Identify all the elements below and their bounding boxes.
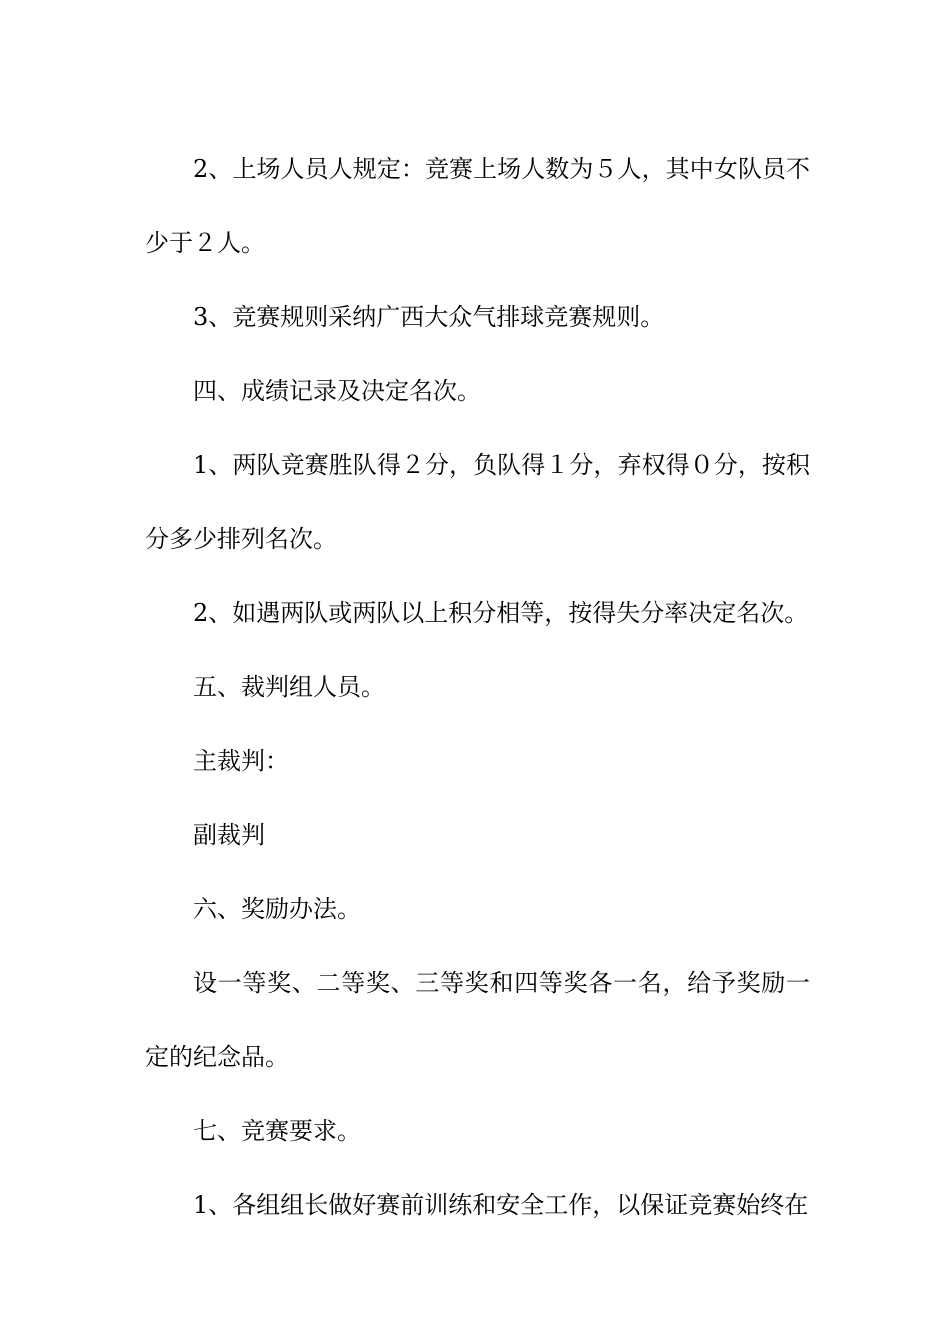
paragraph-chief-referee: 主裁判：: [193, 747, 289, 775]
paragraph-team-size-rule: 2、上场人员人规定：竞赛上场人数为５人，其中女队员不少于２人。: [145, 155, 810, 257]
paragraph-points-rule: 1、两队竞赛胜队得２分，负队得１分，弃权得０分，按积分多少排列名次。: [145, 451, 810, 553]
section-heading-referees: 五、裁判组人员。: [193, 673, 385, 701]
paragraph-competition-rules: 3、竞赛规则采纳广西大众气排球竞赛规则。: [193, 303, 665, 331]
section-heading-requirements: 七、竞赛要求。: [193, 1117, 361, 1145]
paragraph-requirement-1: 1、各组组长做好赛前训练和安全工作，以保证竞赛始终在: [193, 1191, 809, 1219]
document-body: [145, 132, 810, 1242]
paragraph-tie-break-rule: 2、如遇两队或两队以上积分相等，按得失分率决定名次。: [193, 599, 809, 627]
paragraph-awards-detail: 设一等奖、二等奖、三等奖和四等奖各一名，给予奖励一定的纪念品。: [145, 969, 810, 1071]
paragraph-assistant-referee: 副裁判: [193, 821, 265, 849]
section-heading-awards: 六、奖励办法。: [193, 895, 361, 923]
section-heading-scoring: 四、成绩记录及决定名次。: [193, 377, 481, 405]
